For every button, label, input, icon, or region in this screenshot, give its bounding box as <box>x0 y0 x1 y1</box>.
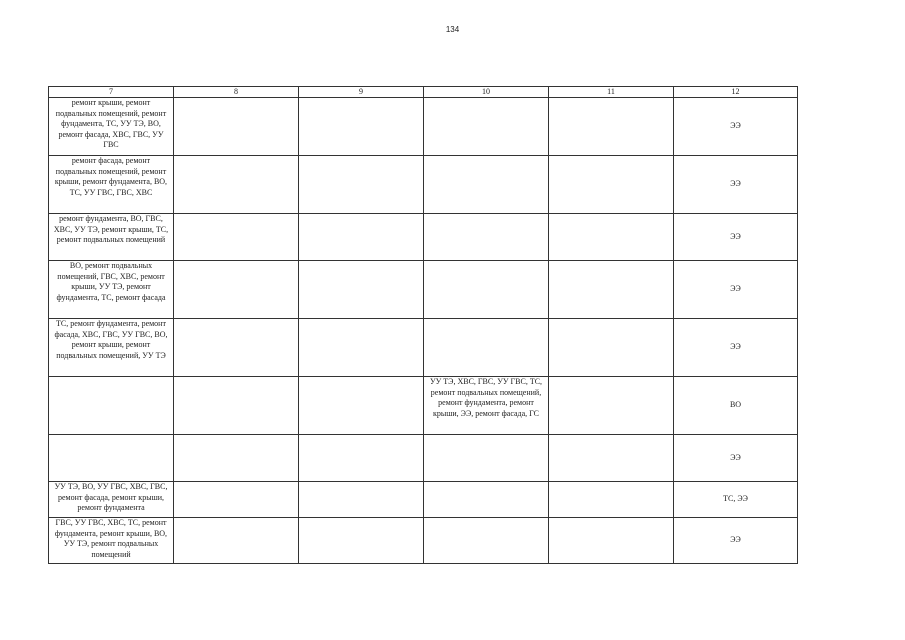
cell-col8 <box>174 377 299 435</box>
column-header-10: 10 <box>424 87 549 98</box>
cell-col10 <box>424 156 549 214</box>
table-row <box>49 377 798 435</box>
cell-col8 <box>174 482 299 518</box>
cell-col7: ГВС, УУ ГВС, ХВС, ТС, ремонт фундамента, ремонт крыши, ВО, УУ ТЭ, ремонт подвальных помещений <box>49 518 174 564</box>
cell-col7: ремонт фундамента, ВО, ГВС, ХВС, УУ ТЭ, ремонт крыши, ТС, ремонт подвальных помещений <box>49 214 174 261</box>
works-table <box>48 86 798 564</box>
table-row <box>49 214 798 261</box>
table-row <box>49 435 798 482</box>
cell-col11 <box>549 98 674 156</box>
cell-col9 <box>299 156 424 214</box>
column-header-12: 12 <box>674 87 798 98</box>
cell-col7: ремонт фасада, ремонт подвальных помещений, ремонт крыши, ремонт фундамента, ВО, ТС, УУ ГВС, ГВС, ХВС <box>49 156 174 214</box>
cell-col11 <box>549 261 674 319</box>
column-header-11: 11 <box>549 87 674 98</box>
cell-col12: ЭЭ <box>674 214 798 261</box>
cell-col8 <box>174 261 299 319</box>
cell-col11 <box>549 518 674 564</box>
cell-col12: ЭЭ <box>674 261 798 319</box>
cell-col7: ремонт крыши, ремонт подвальных помещений, ремонт фундамента, ТС, УУ ТЭ, ВО, ремонт фасада, ХВС, ГВС, УУ ГВС <box>49 98 174 156</box>
cell-col9 <box>299 261 424 319</box>
cell-col8 <box>174 518 299 564</box>
cell-col10 <box>424 214 549 261</box>
cell-col9 <box>299 482 424 518</box>
cell-col7 <box>49 377 174 435</box>
cell-col8 <box>174 214 299 261</box>
cell-col9 <box>299 319 424 377</box>
cell-col9 <box>299 98 424 156</box>
cell-col12: ЭЭ <box>674 98 798 156</box>
cell-col9 <box>299 518 424 564</box>
cell-col11 <box>549 377 674 435</box>
cell-col11 <box>549 156 674 214</box>
cell-col9 <box>299 377 424 435</box>
cell-col7: УУ ТЭ, ВО, УУ ГВС, ХВС, ГВС, ремонт фасада, ремонт крыши, ремонт фундамента <box>49 482 174 518</box>
cell-col12: ТС, ЭЭ <box>674 482 798 518</box>
cell-col9 <box>299 435 424 482</box>
cell-col12: ВО <box>674 377 798 435</box>
table-row <box>49 156 798 214</box>
column-header-7: 7 <box>49 87 174 98</box>
table-header-row <box>49 87 798 98</box>
column-header-8: 8 <box>174 87 299 98</box>
cell-col7: ВО, ремонт подвальных помещений, ГВС, ХВС, ремонт крыши, УУ ТЭ, ремонт фундамента, ТС, ремонт фасада <box>49 261 174 319</box>
cell-col9 <box>299 214 424 261</box>
cell-col12: ЭЭ <box>674 518 798 564</box>
cell-col10 <box>424 319 549 377</box>
column-header-9: 9 <box>299 87 424 98</box>
cell-col8 <box>174 98 299 156</box>
cell-col10 <box>424 518 549 564</box>
cell-col7: ТС, ремонт фундамента, ремонт фасада, ХВС, ГВС, УУ ГВС, ВО, ремонт крыши, ремонт подвальных помещений, УУ ТЭ <box>49 319 174 377</box>
page-number: 134 <box>445 25 460 34</box>
table-row <box>49 98 798 156</box>
cell-col11 <box>549 319 674 377</box>
cell-col8 <box>174 435 299 482</box>
cell-col10 <box>424 98 549 156</box>
cell-col8 <box>174 319 299 377</box>
cell-col10 <box>424 482 549 518</box>
cell-col12: ЭЭ <box>674 156 798 214</box>
cell-col10 <box>424 435 549 482</box>
cell-col11 <box>549 214 674 261</box>
cell-col11 <box>549 482 674 518</box>
cell-col12: ЭЭ <box>674 435 798 482</box>
cell-col12: ЭЭ <box>674 319 798 377</box>
table-row <box>49 482 798 518</box>
cell-col10: УУ ТЭ, ХВС, ГВС, УУ ГВС, ТС, ремонт подвальных помещений, ремонт фундамента, ремонт крыши, ЭЭ, ремонт фасада, ГС <box>424 377 549 435</box>
table-row <box>49 261 798 319</box>
table-row <box>49 518 798 564</box>
cell-col7 <box>49 435 174 482</box>
cell-col8 <box>174 156 299 214</box>
cell-col10 <box>424 261 549 319</box>
cell-col11 <box>549 435 674 482</box>
table-row <box>49 319 798 377</box>
